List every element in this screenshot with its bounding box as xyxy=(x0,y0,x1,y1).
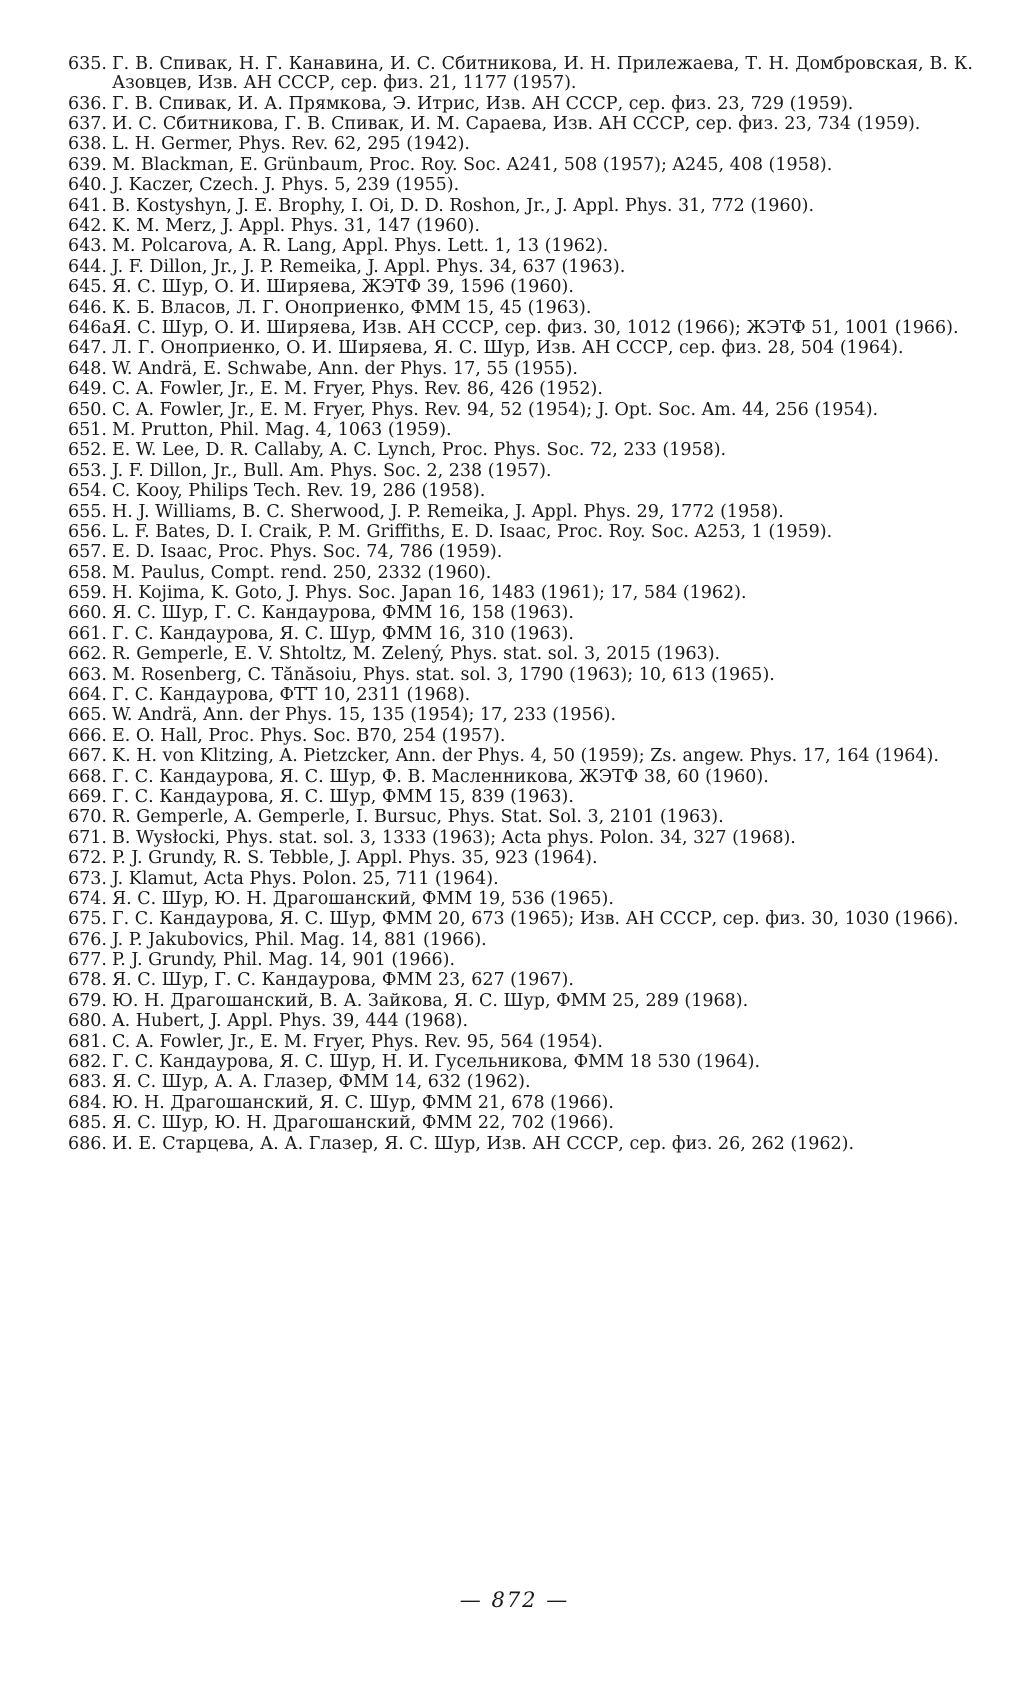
reference-number: 643. xyxy=(68,236,107,257)
reference-number: 671. xyxy=(68,827,107,848)
reference-text: Ю. Н. Драгошанский, В. А. Зайкова, Я. С. Шур, ФММ 25, 289 (1968). xyxy=(112,990,749,1011)
reference-text: C. A. Fowler, Jr., E. M. Fryer, Phys. Rev. 95, 564 (1954). xyxy=(112,1031,603,1052)
reference-number: 658. xyxy=(68,562,107,583)
reference-text: H. Kojima, K. Goto, J. Phys. Soc. Japan 16, 1483 (1961); 17, 584 (1962). xyxy=(112,583,747,604)
reference-text: E. W. Lee, D. R. Callaby, A. C. Lynch, Proc. Phys. Soc. 72, 233 (1958). xyxy=(112,440,727,461)
reference-text: P. J. Grundy, R. S. Tebble, J. Appl. Phys. 35, 923 (1964). xyxy=(112,848,598,869)
reference-text: Л. Г. Оноприенко, О. И. Ширяева, Я. С. Шур, Изв. АН СССР, сер. физ. 28, 504 (1964). xyxy=(112,338,904,359)
reference-item xyxy=(68,890,973,909)
reference-item xyxy=(68,1012,973,1031)
reference-item xyxy=(68,564,973,583)
reference-number: 650. xyxy=(68,399,107,420)
reference-number: 656. xyxy=(68,521,107,542)
reference-item xyxy=(68,951,973,970)
reference-text: Я. С. Шур, А. А. Глазер, ФММ 14, 632 (1962). xyxy=(112,1072,531,1093)
reference-text: Я. С. Шур, Ю. Н. Драгошанский, ФММ 22, 702 (1966). xyxy=(112,1113,614,1134)
reference-text: Г. В. Спивак, Н. Г. Канавина, И. С. Сбитникова, И. Н. Прилежаева, Т. Н. Домбровская, В. К. Азовцев, Изв. АН СССР, сер. физ. 21, 1177 (1957). xyxy=(112,54,973,94)
reference-number: 684. xyxy=(68,1092,107,1113)
reference-text: Г. С. Кандаурова, Я. С. Шур, Н. И. Гусельникова, ФММ 18 530 (1964). xyxy=(112,1052,761,1073)
reference-number: 682. xyxy=(68,1052,107,1073)
reference-number: 666. xyxy=(68,725,107,746)
reference-item xyxy=(68,95,973,114)
reference-number: 683. xyxy=(68,1072,107,1093)
reference-text: C. A. Fowler, Jr., E. M. Fryer, Phys. Rev. 86, 426 (1952). xyxy=(112,379,603,400)
reference-number: 672. xyxy=(68,848,107,869)
reference-item xyxy=(68,666,973,685)
reference-number: 651. xyxy=(68,419,107,440)
reference-item xyxy=(68,971,973,990)
reference-item xyxy=(68,380,973,399)
reference-number: 669. xyxy=(68,786,107,807)
reference-number: 673. xyxy=(68,868,107,889)
reference-item xyxy=(68,319,973,338)
reference-number: 663. xyxy=(68,664,107,685)
reference-number: 686. xyxy=(68,1133,107,1154)
reference-number: 679. xyxy=(68,990,107,1011)
reference-item xyxy=(68,176,973,195)
reference-item xyxy=(68,299,973,318)
reference-number: 641. xyxy=(68,195,107,216)
reference-number: 670. xyxy=(68,807,107,828)
reference-text: Г. С. Кандаурова, Я. С. Шур, ФММ 16, 310 (1963). xyxy=(112,623,574,644)
reference-item xyxy=(68,258,973,277)
reference-text: Г. С. Кандаурова, Я. С. Шур, ФММ 15, 839 (1963). xyxy=(112,786,574,807)
reference-text: Г. С. Кандаурова, Я. С. Шур, Ф. В. Масленникова, ЖЭТФ 38, 60 (1960). xyxy=(112,766,769,787)
reference-text: R. Gemperle, A. Gemperle, I. Bursuc, Phys. Stat. Sol. 3, 2101 (1963). xyxy=(112,807,724,828)
reference-list xyxy=(68,55,973,1155)
reference-number: 668. xyxy=(68,766,107,787)
reference-text: A. Hubert, J. Appl. Phys. 39, 444 (1968). xyxy=(112,1011,469,1032)
reference-number: 639. xyxy=(68,154,107,175)
reference-item xyxy=(68,992,973,1011)
reference-number: 667. xyxy=(68,746,107,767)
reference-item xyxy=(68,482,973,501)
reference-item xyxy=(68,768,973,787)
reference-number: 640. xyxy=(68,175,107,196)
reference-item xyxy=(68,156,973,175)
reference-text: Я. С. Шур, Г. С. Кандаурова, ФММ 16, 158 (1963). xyxy=(112,603,574,624)
reference-text: E. O. Hall, Proc. Phys. Soc. B70, 254 (1957). xyxy=(112,725,506,746)
reference-text: Ю. Н. Драгошанский, Я. С. Шур, ФММ 21, 678 (1966). xyxy=(112,1092,614,1113)
reference-text: P. J. Grundy, Phil. Mag. 14, 901 (1966). xyxy=(112,950,456,971)
reference-number: 662. xyxy=(68,644,107,665)
reference-item xyxy=(68,788,973,807)
reference-text: L. H. Germer, Phys. Rev. 62, 295 (1942). xyxy=(112,134,470,155)
reference-item xyxy=(68,910,973,929)
reference-text: B. Wysłocki, Phys. stat. sol. 3, 1333 (1963); Acta phys. Polon. 34, 327 (1968). xyxy=(112,827,796,848)
reference-item xyxy=(68,747,973,766)
page-number: — 872 — xyxy=(459,1588,570,1612)
reference-number: 638. xyxy=(68,134,107,155)
reference-text: C. A. Fowler, Jr., E. M. Fryer, Phys. Rev. 94, 52 (1954); J. Opt. Soc. Am. 44, 256 (1954). xyxy=(112,399,879,420)
reference-number: 653. xyxy=(68,460,107,481)
reference-item xyxy=(68,441,973,460)
reference-text: J. F. Dillon, Jr., J. P. Remeika, J. Appl. Phys. 34, 637 (1963). xyxy=(112,256,626,277)
reference-item xyxy=(68,625,973,644)
reference-item xyxy=(68,706,973,725)
reference-number: 635. xyxy=(68,54,107,74)
reference-number: 678. xyxy=(68,970,107,991)
reference-text: K. M. Merz, J. Appl. Phys. 31, 147 (1960). xyxy=(112,216,480,237)
reference-number: 647. xyxy=(68,338,107,359)
reference-item xyxy=(68,237,973,256)
reference-number: 661. xyxy=(68,623,107,644)
reference-number: 652. xyxy=(68,440,107,461)
reference-text: И. С. Сбитникова, Г. В. Спивак, И. М. Сараева, Изв. АН СССР, сер. физ. 23, 734 (1959). xyxy=(112,114,921,135)
reference-item xyxy=(68,360,973,379)
reference-number: 680. xyxy=(68,1011,107,1032)
reference-text: M. Paulus, Compt. rend. 250, 2332 (1960). xyxy=(112,562,492,583)
reference-number: 681. xyxy=(68,1031,107,1052)
reference-number: 649. xyxy=(68,379,107,400)
reference-number: 665. xyxy=(68,705,107,726)
reference-text: Г. С. Кандаурова, Я. С. Шур, ФММ 20, 673 (1965); Изв. АН СССР, сер. физ. 30, 1030 (1966). xyxy=(112,909,959,930)
reference-text: M. Blackman, E. Grünbaum, Proc. Roy. Soc. A241, 508 (1957); A245, 408 (1958). xyxy=(112,154,833,175)
reference-number: 675. xyxy=(68,909,107,930)
reference-text: E. D. Isaac, Proc. Phys. Soc. 74, 786 (1959). xyxy=(112,542,503,563)
reference-item xyxy=(68,1073,973,1092)
reference-item xyxy=(68,1053,973,1072)
reference-number: 659. xyxy=(68,583,107,604)
reference-item xyxy=(68,584,973,603)
reference-number: 648. xyxy=(68,358,107,379)
reference-number: 676. xyxy=(68,929,107,950)
reference-number: 636. xyxy=(68,93,107,114)
reference-item xyxy=(68,421,973,440)
reference-item xyxy=(68,339,973,358)
reference-number: 646а. xyxy=(68,317,118,338)
reference-text: K. H. von Klitzing, A. Pietzcker, Ann. der Phys. 4, 50 (1959); Zs. angew. Phys. 17, 164 (1964). xyxy=(112,746,939,767)
reference-text: M. Prutton, Phil. Mag. 4, 1063 (1959). xyxy=(112,419,452,440)
reference-item xyxy=(68,808,973,827)
reference-item xyxy=(68,115,973,134)
reference-item xyxy=(68,523,973,542)
reference-number: 655. xyxy=(68,501,107,522)
reference-text: Я. С. Шур, Ю. Н. Драгошанский, ФММ 19, 536 (1965). xyxy=(112,888,614,909)
reference-item xyxy=(68,1114,973,1133)
reference-number: 685. xyxy=(68,1113,107,1134)
reference-text: Я. С. Шур, О. И. Ширяева, ЖЭТФ 39, 1596 (1960). xyxy=(112,277,574,298)
reference-item xyxy=(68,197,973,216)
reference-text: И. Е. Старцева, А. А. Глазер, Я. С. Шур, Изв. АН СССР, сер. физ. 26, 262 (1962). xyxy=(112,1133,855,1154)
reference-text: Я. С. Шур, Г. С. Кандаурова, ФММ 23, 627 (1967). xyxy=(112,970,574,991)
reference-item xyxy=(68,543,973,562)
reference-item xyxy=(68,1094,973,1113)
reference-item xyxy=(68,645,973,664)
reference-text: J. F. Dillon, Jr., Bull. Am. Phys. Soc. 2, 238 (1957). xyxy=(112,460,552,481)
reference-text: M. Rosenberg, C. Tănăsoiu, Phys. stat. sol. 3, 1790 (1963); 10, 613 (1965). xyxy=(112,664,775,685)
reference-text: Я. С. Шур, О. И. Ширяева, Изв. АН СССР, сер. физ. 30, 1012 (1966); ЖЭТФ 51, 1001 (1966). xyxy=(112,317,959,338)
reference-text: M. Polcarova, A. R. Lang, Appl. Phys. Lett. 1, 13 (1962). xyxy=(112,236,609,257)
reference-item xyxy=(68,686,973,705)
reference-item xyxy=(68,217,973,236)
reference-text: J. Kaczer, Czech. J. Phys. 5, 239 (1955). xyxy=(112,175,460,196)
reference-text: W. Andrä, Ann. der Phys. 15, 135 (1954); 17, 233 (1956). xyxy=(112,705,617,726)
reference-number: 664. xyxy=(68,685,107,706)
reference-item xyxy=(68,849,973,868)
reference-text: Г. В. Спивак, И. А. Прямкова, Э. Итрис, Изв. АН СССР, сер. физ. 23, 729 (1959). xyxy=(112,93,854,114)
reference-text: J. Klamut, Acta Phys. Polon. 25, 711 (1964). xyxy=(112,868,499,889)
reference-text: К. Б. Власов, Л. Г. Оноприенко, ФММ 15, 45 (1963). xyxy=(112,297,592,318)
reference-number: 654. xyxy=(68,481,107,502)
reference-item xyxy=(68,135,973,154)
reference-item xyxy=(68,278,973,297)
reference-item xyxy=(68,870,973,889)
reference-item xyxy=(68,727,973,746)
reference-number: 642. xyxy=(68,216,107,237)
reference-text: Г. С. Кандаурова, ФТТ 10, 2311 (1968). xyxy=(112,685,471,706)
reference-text: J. P. Jakubovics, Phil. Mag. 14, 881 (1966). xyxy=(112,929,487,950)
reference-text: H. J. Williams, B. C. Sherwood, J. P. Remeika, J. Appl. Phys. 29, 1772 (1958). xyxy=(112,501,784,522)
reference-number: 646. xyxy=(68,297,107,318)
reference-text: B. Kostyshyn, J. E. Brophy, I. Oi, D. D. Roshon, Jr., J. Appl. Phys. 31, 772 (1960). xyxy=(112,195,815,216)
reference-number: 637. xyxy=(68,114,107,135)
reference-number: 677. xyxy=(68,950,107,971)
reference-text: W. Andrä, E. Schwabe, Ann. der Phys. 17, 55 (1955). xyxy=(112,358,578,379)
reference-number: 644. xyxy=(68,256,107,277)
reference-text: C. Kooy, Philips Tech. Rev. 19, 286 (1958). xyxy=(112,481,486,502)
reference-item xyxy=(68,604,973,623)
reference-number: 657. xyxy=(68,542,107,563)
reference-text: R. Gemperle, E. V. Shtoltz, M. Zelený, Phys. stat. sol. 3, 2015 (1963). xyxy=(112,644,721,665)
reference-item xyxy=(68,1135,973,1154)
reference-item xyxy=(68,462,973,481)
reference-item xyxy=(68,1033,973,1052)
reference-item xyxy=(68,503,973,522)
reference-item xyxy=(68,931,973,950)
reference-number: 660. xyxy=(68,603,107,624)
reference-item xyxy=(68,829,973,848)
reference-number: 674. xyxy=(68,888,107,909)
reference-text: L. F. Bates, D. I. Craik, P. M. Griffiths, E. D. Isaac, Proc. Roy. Soc. A253, 1 (1959). xyxy=(112,521,833,542)
reference-item xyxy=(68,401,973,420)
reference-item xyxy=(68,55,973,94)
reference-number: 645. xyxy=(68,277,107,298)
